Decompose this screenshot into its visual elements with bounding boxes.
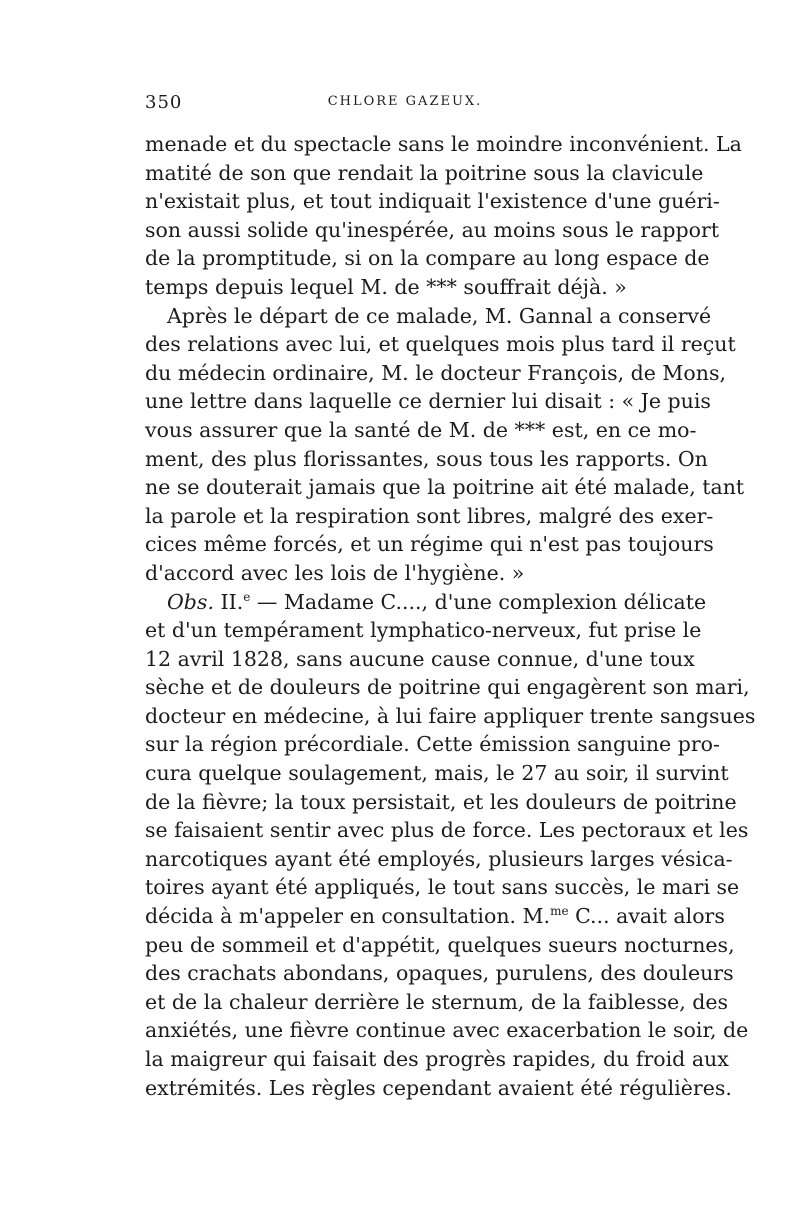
text-line: toires ayant été appliqués, le tout sans succès, le mari se	[145, 875, 740, 900]
obs-line-text: — Madame C...., d'une complexion délicate	[256, 589, 707, 614]
text-line: et d'un tempérament lymphatico-nerveux, fut prise le	[145, 618, 702, 643]
text-line: se faisaient sentir avec plus de force. Les pectoraux et les	[145, 818, 749, 843]
text-line: de la promptitude, si on la compare au long espace de	[145, 246, 710, 271]
obs-number: II.	[220, 589, 244, 614]
text-line: menade et du spectacle sans le moindre inconvénient. La	[145, 132, 742, 156]
text-line: extrémités. Les règles cependant avaient été régulières.	[145, 1075, 732, 1100]
page-header	[145, 92, 665, 122]
text-line: cices même forcés, et un régime qui n'est pas toujours	[145, 532, 714, 557]
obs-number-sup: e	[243, 589, 251, 604]
text-line: narcotiques ayant été employés, plusieurs larges vésica-	[145, 846, 733, 871]
text-line: une lettre dans laquelle ce dernier lui disait : « Je puis	[145, 389, 711, 414]
mme-rest: C... avait alors	[568, 904, 725, 929]
body-text	[145, 130, 756, 1102]
text-line: peu de sommeil et d'appétit, quelques sueurs nocturnes,	[145, 932, 735, 957]
text-line: des crachats abondans, opaques, purulens, des douleurs	[145, 961, 734, 986]
text-line: la maigreur qui faisait des progrès rapides, du froid aux	[145, 1047, 729, 1071]
text-line: 12 avril 1828, sans aucune cause connue, d'une toux	[145, 646, 695, 671]
text-line: temps depuis lequel M. de *** souffrait déjà. »	[145, 274, 627, 299]
text-line: des relations avec lui, et quelques mois plus tard il reçut	[145, 332, 736, 357]
text-line: de la fièvre; la toux persistait, et les douleurs de poitrine	[145, 789, 737, 814]
paragraph-start-line: Après le départ de ce malade, M. Gannal a conservé	[167, 303, 712, 328]
text-line: docteur en médecine, à lui faire appliquer trente sangsues	[145, 703, 756, 728]
text-line: et de la chaleur derrière le sternum, de la faiblesse, des	[145, 989, 729, 1014]
text-line: du médecin ordinaire, M. le docteur François, de Mons,	[145, 360, 726, 385]
text-line: son aussi solide qu'inespérée, au moins sous le rapport	[145, 217, 720, 242]
text-line: ment, des plus florissantes, sous tous les rapports. On	[145, 446, 708, 471]
observation-heading-line	[145, 588, 707, 617]
text-line: n'existait plus, et tout indiquait l'existence d'une guéri-	[145, 189, 720, 214]
text-line: sèche et de douleurs de poitrine qui engagèrent son mari,	[145, 675, 750, 700]
text-line: la parole et la respiration sont libres, malgré des exer-	[145, 503, 714, 528]
running-title: CHLORE GAZEUX.	[327, 94, 483, 109]
text-line: d'accord avec les lois de l'hygiène. »	[145, 560, 525, 585]
text-line: anxiétés, une fièvre continue avec exacerbation le soir, de	[145, 1018, 749, 1043]
text-line: cura quelque soulagement, mais, le 27 au soir, il survint	[145, 761, 729, 786]
text-line: sur la région précordiale. Cette émission sanguine pro-	[145, 732, 720, 757]
text-line: ne se douterait jamais que la poitrine ait été malade, tant	[145, 475, 745, 500]
text-line: matité de son que rendait la poitrine sous la clavicule	[145, 160, 704, 185]
page-number: 350	[145, 92, 183, 113]
mme-sup: me	[550, 904, 569, 919]
text-line-with-superscript	[145, 902, 725, 931]
mme-prefix: décida à m'appeler en consultation. M.	[145, 904, 551, 929]
text-line: vous assurer que la santé de M. de *** est, en ce mo-	[145, 417, 697, 442]
obs-label: Obs.	[167, 589, 214, 614]
